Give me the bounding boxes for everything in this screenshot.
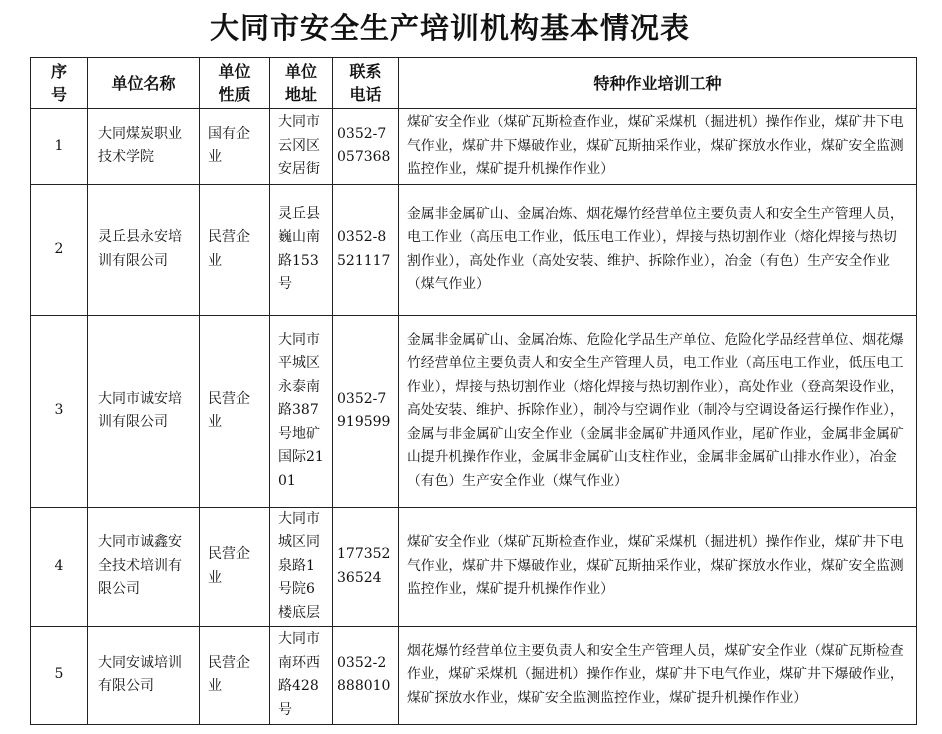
row-phone: 0352-7919599 [333,315,399,507]
row-trades: 煤矿安全作业（煤矿瓦斯检查作业，煤矿采煤机（掘进机）操作作业，煤矿井下电气作业，煤矿井下爆破作业，煤矿瓦斯抽采作业，煤矿探放水作业，煤矿安全监测监控作业，煤矿提升机操作作业） [399,109,917,185]
header-phone: 联系电话 [333,58,399,109]
row-trades: 金属非金属矿山、金属冶炼、烟花爆竹经营单位主要负责人和安全生产管理人员，电工作业（高压电工作业，低压电工作业），焊接与热切割作业（熔化焊接与热切割作业），高处作业（高处安装、维护、拆除作业），冶金（有色）生产安全作业（煤气作业） [399,184,917,315]
page-title: 大同市安全生产培训机构基本情况表 [209,11,690,45]
row-trades: 烟花爆竹经营单位主要负责人和安全生产管理人员，煤矿安全作业（煤矿瓦斯检查作业，煤矿采煤机（掘进机）操作作业，煤矿井下电气作业，煤矿井下爆破作业，煤矿探放水作业，煤矿安全监测监控作业，煤矿提升机操作作业） [399,626,917,724]
row-type: 民营企业 [200,507,270,626]
row-phone: 17735236524 [333,507,399,626]
row-type: 民营企业 [200,184,270,315]
row-name: 大同安诚培训有限公司 [88,626,200,724]
row-name: 大同煤炭职业技术学院 [88,109,200,185]
row-address: 大同市南环西路428号 [270,626,333,724]
header-name: 单位名称 [88,58,200,109]
header-trades: 特种作业培训工种 [399,58,917,109]
training-institutions-table [30,57,917,725]
table-row [31,184,917,315]
table-row [31,507,917,626]
row-type: 民营企业 [200,315,270,507]
header-type: 单位性质 [200,58,270,109]
row-num: 3 [31,315,88,507]
row-num: 4 [31,507,88,626]
table-header-row [31,58,917,109]
row-phone: 0352-7057368 [333,109,399,185]
row-address: 大同市云冈区安居街 [270,109,333,185]
row-num: 2 [31,184,88,315]
table-row [31,109,917,185]
row-type: 民营企业 [200,626,270,724]
row-address: 灵丘县巍山南路153号 [270,184,333,315]
table-row [31,626,917,724]
row-type: 国有企业 [200,109,270,185]
row-trades: 煤矿安全作业（煤矿瓦斯检查作业，煤矿采煤机（掘进机）操作作业，煤矿井下电气作业，煤矿井下爆破作业，煤矿瓦斯抽采作业，煤矿探放水作业，煤矿安全监测监控作业，煤矿提升机操作作业） [399,507,917,626]
row-trades: 金属非金属矿山、金属冶炼、危险化学品生产单位、危险化学品经营单位、烟花爆竹经营单位主要负责人和安全生产管理人员，电工作业（高压电工作业，低压电工作业），焊接与热切割作业（熔化焊接与热切割作业），高处作业（登高架设作业，高处安装、维护、拆除作业），制冷与空调作业（制冷与空调设备运行操作作业），金属与非金属矿山安全作业（金属非金属矿井通风作业，尾矿作业，金属非金属矿山提升机操作作业，金属非金属矿山支柱作业，金属非金属矿山排水作业），冶金（有色）生产安全作业（煤气作业） [399,315,917,507]
row-name: 灵丘县永安培训有限公司 [88,184,200,315]
row-name: 大同市诚鑫安全技术培训有限公司 [88,507,200,626]
row-num: 1 [31,109,88,185]
table-row [31,315,917,507]
header-num: 序号 [31,58,88,109]
row-num: 5 [31,626,88,724]
row-phone: 0352-8521117 [333,184,399,315]
row-phone: 0352-2888010 [333,626,399,724]
row-address: 大同市城区同泉路1号院6楼底层 [270,507,333,626]
header-address: 单位地址 [270,58,333,109]
row-address: 大同市平城区永泰南路387号地矿国际2101 [270,315,333,507]
row-name: 大同市诚安培训有限公司 [88,315,200,507]
